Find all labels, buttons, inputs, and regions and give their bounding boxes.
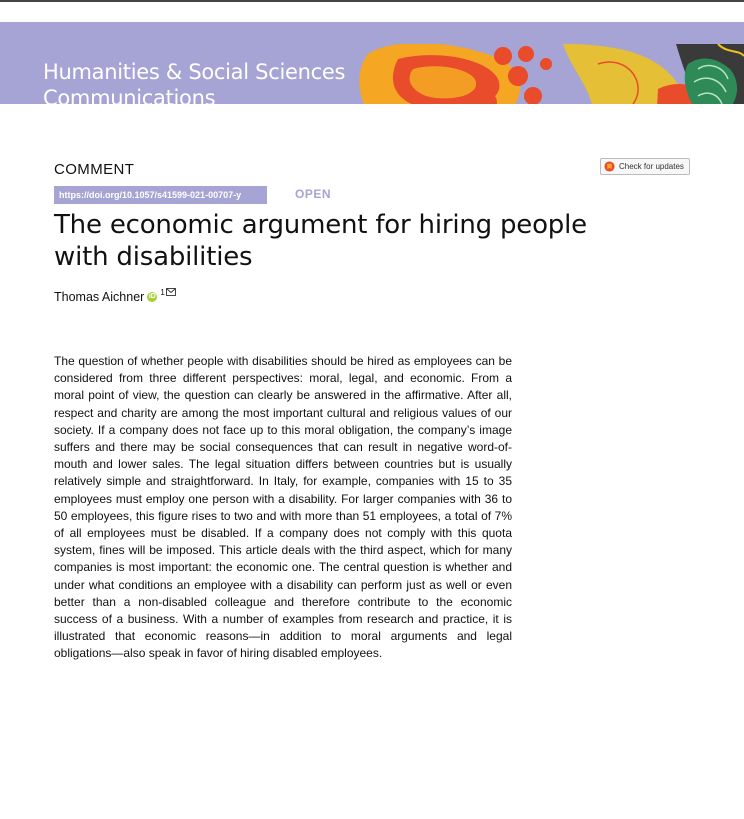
check-updates-icon — [604, 161, 615, 172]
author-name[interactable]: Thomas Aichner — [54, 290, 145, 304]
abstract: The question of whether people with disabilities should be hired as employees can be considered from three different perspectives: moral, legal, and economic. From a moral point of view, the question can clearly be answered in the affirmative. After all, respect and charity are among the most important cultural and religious values of our society. If a company does not face up to this moral obligation, the company’s image suffers and there may be social consequences that can result in negative word-of-mouth and lower sales. The legal situation differs between countries but is usually relatively simple and straightforward. In Italy, for example, companies with 15 to 35 employees must employ one person with a disability. For larger companies with 36 to 50 employees, this figure rises to two and with more than 51 employees, a total of 7% of all employees must be disabled. If a company does not comply with this quota system, fines will be imposed. This article deals with the third aspect, which for many companies is most important: the economic one. The central question is whether and under what conditions an employee with a disability can perform just as well or even better than a non-disabled colleague and therefore contribute to the economic success of a business. With a number of examples from research and practice, it is illustrated that economic reasons—in addition to moral arguments and legal obligations—also speak in favor of hiring disabled employees. — [54, 354, 512, 661]
check-updates-label: Check for updates — [619, 162, 684, 171]
open-access-label: OPEN — [295, 187, 332, 201]
banner-artwork — [358, 44, 744, 104]
article-title: The economic argument for hiring people with disabilities — [54, 210, 587, 272]
orcid-icon[interactable]: iD — [148, 293, 156, 300]
journal-title-line2: Communications — [43, 86, 216, 104]
doi-link[interactable]: https://doi.org/10.1057/s41599-021-00707-y — [54, 186, 267, 204]
top-rule — [0, 0, 744, 2]
author-affiliation[interactable]: 1 — [160, 287, 165, 297]
author-line — [54, 287, 176, 304]
article-type: COMMENT — [54, 161, 135, 178]
envelope-icon[interactable] — [166, 288, 176, 296]
journal-title-line1: Humanities & Social Sciences — [43, 60, 346, 84]
journal-banner — [0, 22, 744, 104]
journal-title[interactable] — [43, 59, 345, 104]
check-for-updates-button[interactable] — [600, 158, 690, 175]
